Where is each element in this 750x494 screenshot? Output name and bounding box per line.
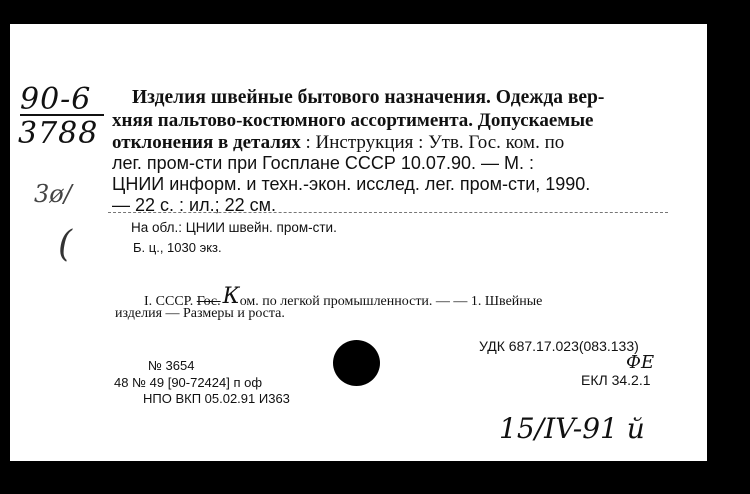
subject-line-2: изделия — Размеры и роста. (115, 306, 285, 321)
price-note: Б. ц., 1030 экз. (133, 240, 222, 255)
description-title-end: отклонения в деталях (112, 132, 301, 153)
series-note: На обл.: ЦНИИ швейн. пром-сти. (131, 220, 337, 235)
udk-code: УДК 687.17.023(083.133) (479, 338, 639, 354)
description-line-2: хняя пальтово-костюмного ассортимента. Допускаемые (112, 110, 594, 131)
subject-rest: ом. по легкой промышленности. — — 1. Швейные (239, 294, 543, 309)
publisher-info: НПО ВКП 05.02.91 И363 (143, 391, 290, 406)
margin-paren: ( (58, 224, 73, 265)
guide-line (108, 212, 668, 213)
description-line-4: лег. пром-сти при Госплане СССР 10.07.90. — М. : (112, 153, 534, 173)
punch-hole (333, 340, 380, 386)
shelfmark-top: 90-6 (20, 82, 92, 117)
card-number: № 3654 (148, 358, 195, 373)
subject-country: I. СССР. (144, 294, 197, 309)
description-line-6: — 22 с. : ил.; 22 см. (112, 195, 276, 215)
ekl-code: ЕКЛ 34.2.1 (581, 372, 651, 388)
description-responsibility: : Инструкция : Утв. Гос. ком. по (300, 132, 565, 153)
order-info: 48 № 49 [90-72424] п оф (114, 375, 263, 390)
description-line-1: Изделия швейные бытового назначения. Одежда вер- (132, 87, 605, 108)
handwritten-date: 15/IV-91 й (499, 412, 645, 445)
description-line-5: ЦНИИ информ. и техн.-экон. исслед. лег. пром-сти, 1990. (112, 174, 591, 194)
subject-correction: К (222, 284, 240, 309)
corner-mark: ФЕ (626, 352, 655, 373)
subject-struck-word: Гос. (196, 294, 221, 309)
shelfmark-bottom: 3788 (18, 116, 99, 151)
description-line-3 (112, 132, 564, 154)
margin-mark: 3ø/ (34, 180, 72, 208)
